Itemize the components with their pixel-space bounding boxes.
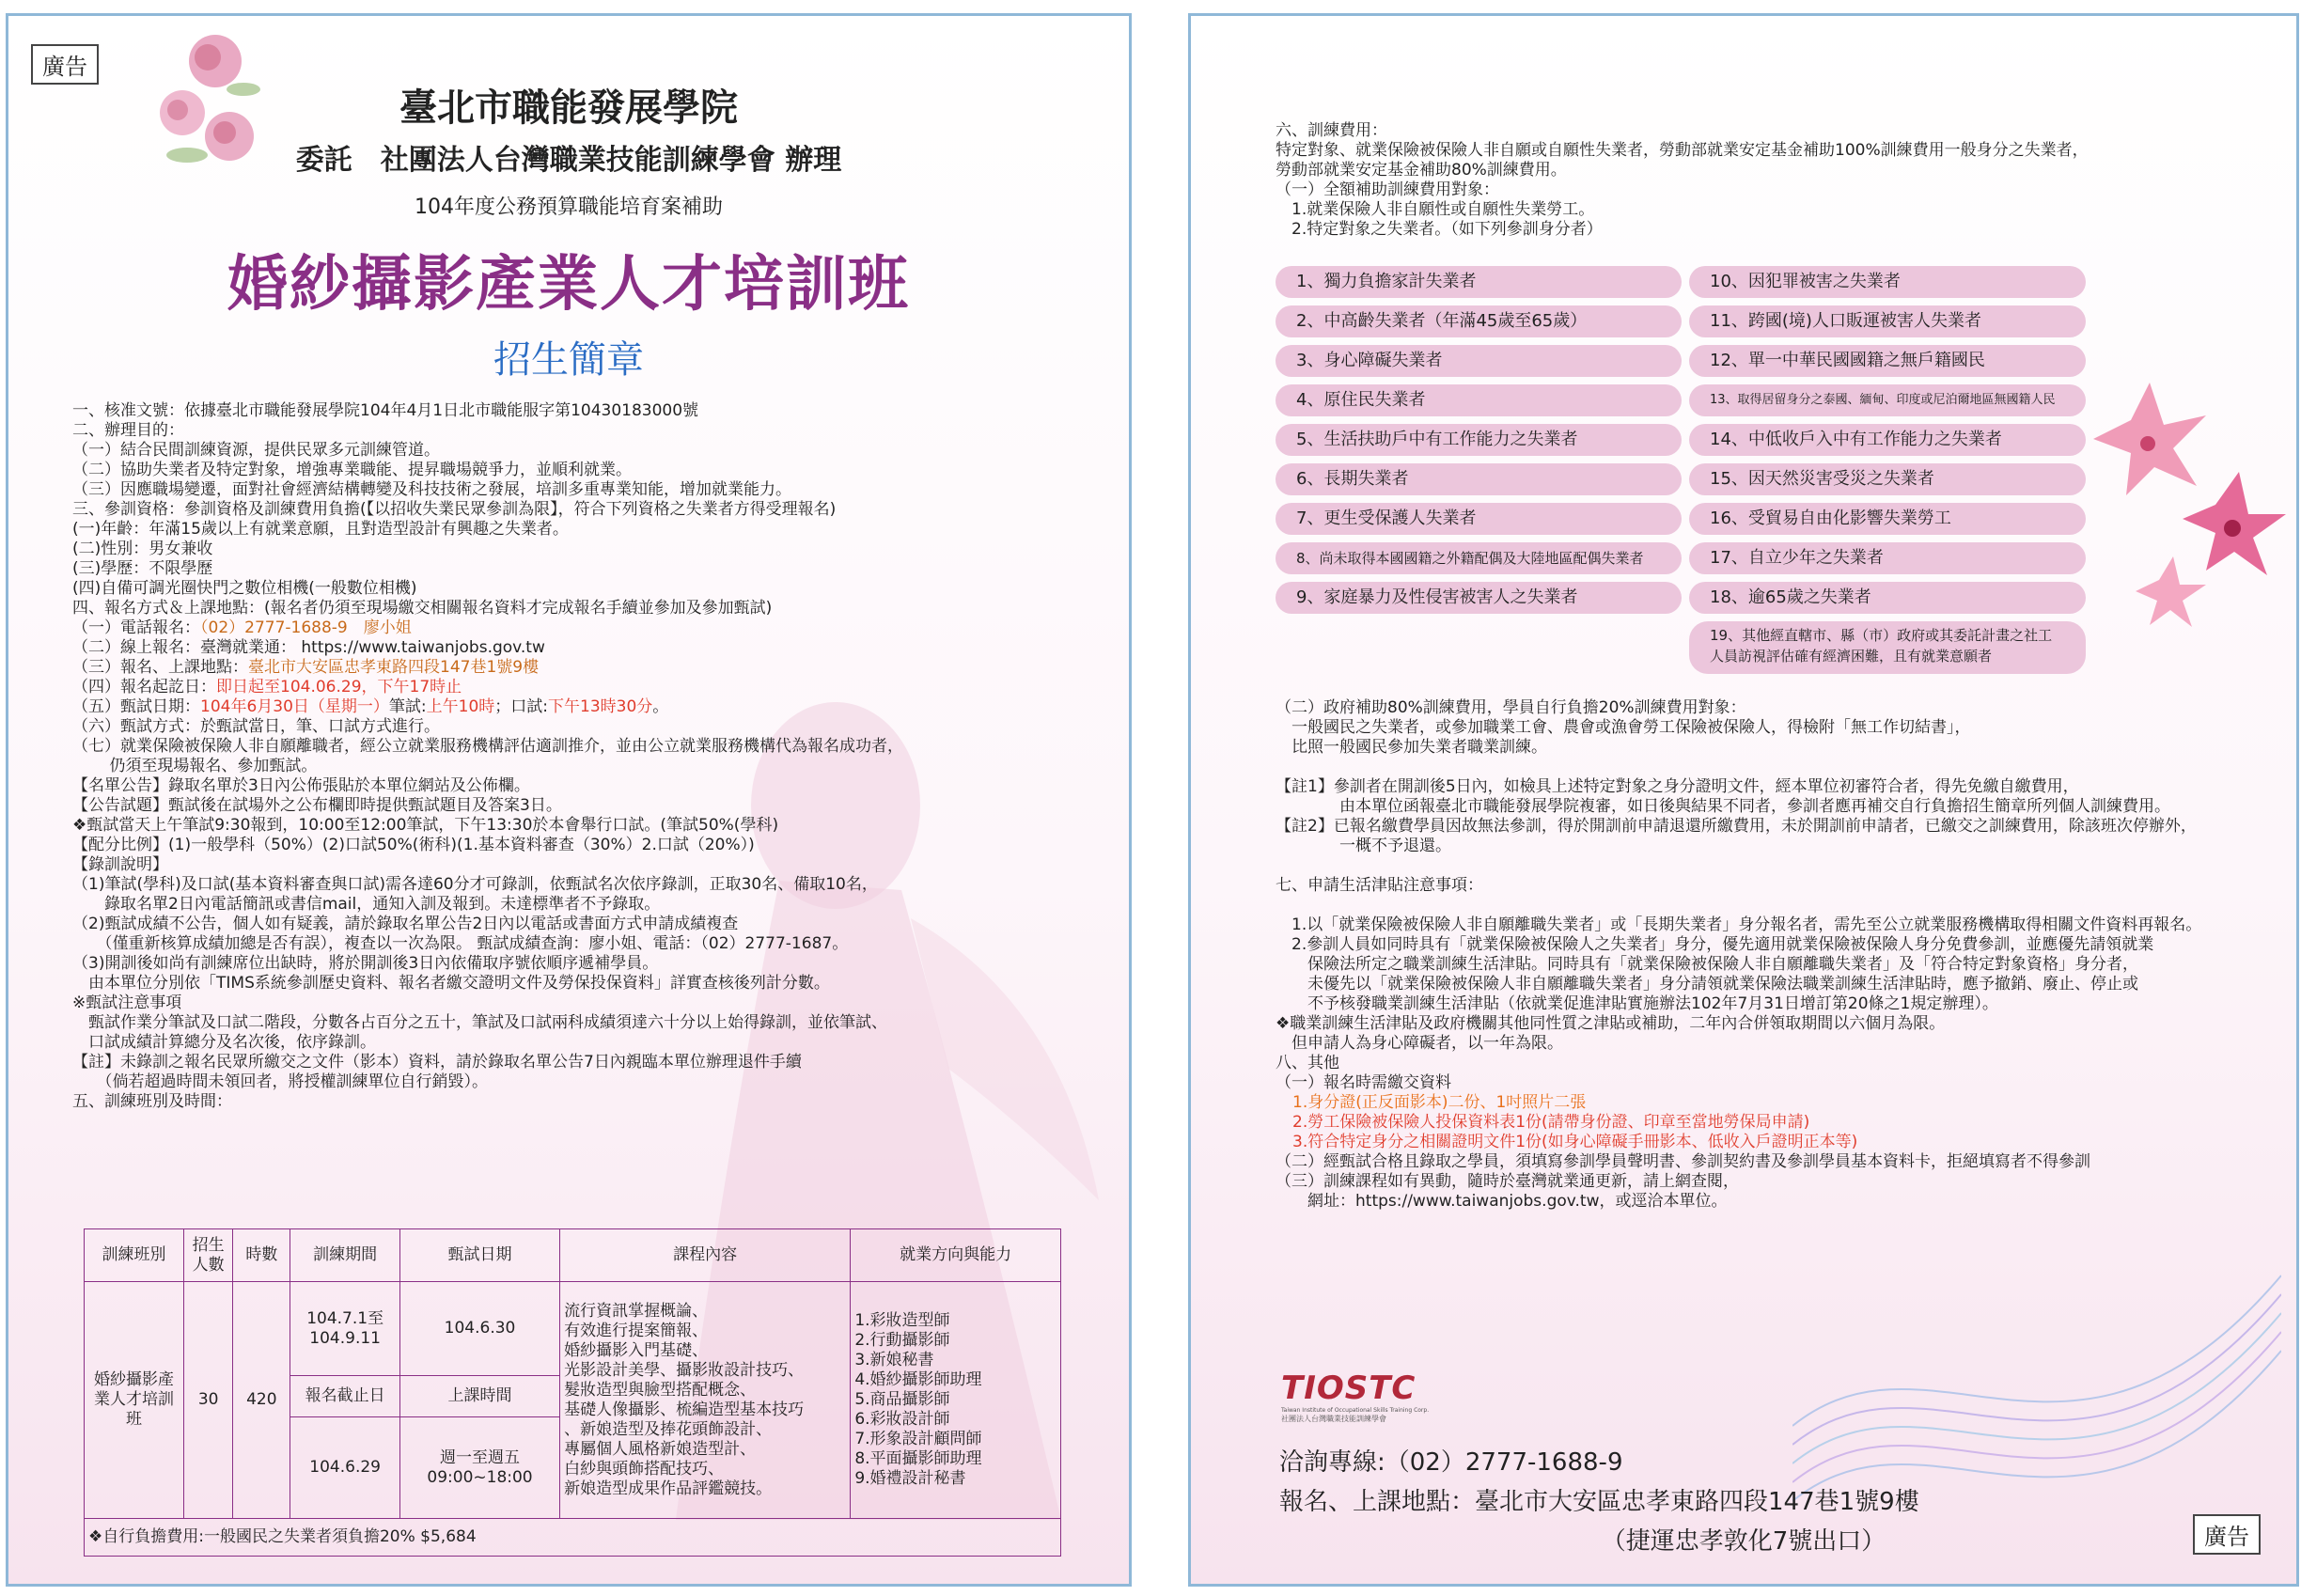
class-name: 婚紗攝影產業人才培訓班 (85, 1282, 184, 1519)
body-line: 不予核發職業訓練生活津貼（依就業促進津貼實施辦法102年7月31日增訂第20條之1規定辦理）。 (1276, 994, 1998, 1013)
body-line: 三、參訓資格：參訓資格及訓練費用負擔(【以招收失業民眾參訓為限】，符合下列資格之失業者方得受理報名) (72, 500, 837, 519)
body-line: （一）報名時需繳交資料 (1276, 1073, 1451, 1092)
self-pay-note: ❖自行負擔費用:一般國民之失業者須負擔20% $5,684 (85, 1519, 1061, 1557)
col-header: 甄試日期 (399, 1229, 559, 1282)
body-line: 2.參訓人員如同時具有「就業保險被保險人之失業者」身分，優先適用就業保險被保險人身分免費參訓，並應優先請領就業 (1276, 935, 2154, 954)
body-line: 勞動部就業安定基金補助80%訓練費用。 (1276, 161, 1567, 180)
body-line: （七）就業保險被保險人非自願離職者，經公立就業服務機構評估適訓推介，並由公立就業服務機構代為報名成功者， (72, 737, 903, 756)
body-line: 二、辦理目的： (72, 421, 184, 440)
target-item: 14、中低收戶入中有工作能力之失業者 (1689, 424, 2086, 456)
body-line: 甄試作業分筆試及口試二階段，分數各占百分之五十，筆試及口試兩科成績須達六十分以上始得錄訓，並依筆試、 (72, 1013, 887, 1032)
target-item: 3、身心障礙失業者 (1276, 345, 1682, 377)
body-line: 六、訓練費用： (1276, 121, 1387, 140)
body-line: （一）結合民間訓練資源，提供民眾多元訓練管道。 (72, 441, 440, 460)
main-title: 婚紗攝影產業人才培訓班 (227, 250, 910, 320)
body-line: 特定對象、就業保險被保險人非自願或自願性失業者，勞動部就業安定基金補助100%訓練費用一般身分之失業者， (1276, 141, 2089, 160)
body-line: 1.就業保險人非自願性或自願性失業勞工。 (1276, 200, 1595, 219)
body-line: (一)年齡：年滿15歲以上有就業意願，且對造型設計有興趣之失業者。 (72, 520, 569, 539)
body-line: 四、報名方式＆上課地點：(報名者仍須至現場繳交相關報名資料才完成報名手續並參加及參加甄試) (72, 599, 773, 618)
body-line: （1)筆試(學科)及口試(基本資料審查與口試)需各達60分才可錄訓，依甄試名次依序錄訓，正取30名、備取10名， (72, 875, 878, 894)
deadline-label: 報名截止日 (290, 1376, 400, 1417)
body-line: （三）訓練課程如有異動，隨時於臺灣就業通更新，請上網查閱， (1276, 1172, 1739, 1191)
hours: 420 (233, 1282, 290, 1519)
body-line: 仍須至現場報名、參加甄試。 (72, 757, 318, 775)
target-item: 16、受貿易自由化影響失業勞工 (1689, 503, 2086, 535)
doc-item: 2.勞工保險被保險人投保資料表1份(請帶身份證、印章至當地勞保局申請) (1292, 1113, 1810, 1132)
orchid-decoration (2074, 383, 2291, 646)
col-header: 訓練期間 (290, 1229, 400, 1282)
body-line: （2)甄試成績不公告，個人如有疑義，請於錄取名單公告2日內以電話或書面方式申請成績複查 (72, 915, 739, 933)
body-line: （三）因應職場變遷，面對社會經濟結構轉變及科技技術之發展，培訓多重專業知能，增加就業能力。 (72, 480, 791, 499)
body-line: 【名單公告】錄取名單於3日內公佈張貼於本單位網站及公佈欄。 (72, 776, 530, 795)
body-line: 由本單位分別依「TIMS系統參訓歷史資料、報名者繳交證明文件及勞保投保資料」詳實查核後列計分數。 (72, 974, 830, 993)
address: 臺北市大安區忠孝東路四段147巷1號9樓 (248, 658, 540, 677)
target-item: 8、尚未取得本國國籍之外籍配偶及大陸地區配偶失業者 (1276, 542, 1682, 574)
right-page (1188, 13, 2299, 1587)
target-item: 7、更生受保護人失業者 (1276, 503, 1682, 535)
course-contents: 流行資訊掌握概論、 有效進行提案簡報、 婚紗攝影入門基礎、 光影設計美學、攝影妝設計技巧、 髮妝造型與臉型搭配概念、 基礎人像攝影、梳編造型基本技巧 、新娘造型及捧花頭飾設計、 專屬個人風格新娘造型計、 白紗與頭飾搭配技巧、 新娘造型成果作品評鑑競技。 (560, 1282, 851, 1519)
body-line: 七、申請生活津貼注意事項： (1276, 876, 1483, 895)
target-item: 9、家庭暴力及性侵害被害人之失業者 (1276, 582, 1682, 614)
target-item: 6、長期失業者 (1276, 463, 1682, 495)
body-line: 網址：https://www.taiwanjobs.gov.tw，或逕洽本單位。 (1276, 1192, 1728, 1211)
organizer: 委託 社團法人台灣職業技能訓練學會 辦理 (295, 144, 842, 177)
enrollment: 30 (183, 1282, 232, 1519)
body-line: 錄取名單2日內電話簡訊或書信mail，通知入訓及報到。未達標準者不予錄取。 (72, 895, 661, 914)
training-period: 104.7.1至104.9.11 (290, 1282, 400, 1376)
col-header: 課程內容 (560, 1229, 851, 1282)
body-line: 口試成績計算總分及名次後，依序錄訓。 (72, 1033, 376, 1052)
col-header: 時數 (233, 1229, 290, 1282)
place-line: （三）報名、上課地點：臺北市大安區忠孝東路四段147巷1號9樓 (72, 658, 540, 677)
body-line: ❖職業訓練生活津貼及政府機關其他同性質之津貼或補助，二年內合併領取期間以六個月為限。 (1276, 1014, 1946, 1033)
col-header: 訓練班別 (85, 1229, 184, 1282)
body-line: 五、訓練班別及時間： (72, 1092, 232, 1111)
target-item: 5、生活扶助戶中有工作能力之失業者 (1276, 424, 1682, 456)
body-line: (四)自備可調光圈快門之數位相機(一般數位相機) (72, 579, 417, 598)
body-line: 1.以「就業保險被保險人非自願離職失業者」或「長期失業者」身分報名者，需先至公立就業服務機構取得相關文件資料再報名。 (1276, 915, 2202, 934)
left-body (72, 401, 1088, 1112)
body-line: （二）政府補助80%訓練費用，學員自行負擔20%訓練費用對象： (1276, 698, 1746, 717)
body-line: （一）全額補助訓練費用對象： (1276, 180, 1499, 199)
mrt-exit: （捷運忠孝敦化7號出口） (1601, 1527, 1886, 1556)
col-header: 招生人數 (183, 1229, 232, 1282)
body-line: 【公告試題】甄試後在試場外之公布欄即時提供甄試題目及答案3日。 (72, 796, 562, 815)
body-line: 一般國民之失業者，或參加職業工會、農會或漁會勞工保險被保險人，得檢附「無工作切結書」， (1276, 718, 1971, 737)
footer-address: 報名、上課地點：臺北市大安區忠孝東路四段147巷1號9樓 (1279, 1488, 1919, 1516)
body-line: 【註1】參訓者在開訓後5日內，如檢具上述特定對象之身分證明文件，經本單位初審符合者，得先免繳自繳費用， (1276, 777, 2079, 796)
doc-item: 1.身分證(正反面影本)二份、1吋照片二張 (1292, 1093, 1587, 1112)
body-line: 但申請人為身心障礙者，以一年為限。 (1276, 1034, 1563, 1053)
target-item: 10、因犯罪被害之失業者 (1689, 266, 2086, 298)
body-line: ※甄試注意事項 (72, 994, 182, 1012)
body-line: 由本單位函報臺北市職能發展學院複審，如日後與結果不同者，參訓者應再補交自行負擔招生簡章所列個人訓練費用。 (1276, 797, 2170, 816)
body-line: 【配分比例】(1)一般學科（50%）(2)口試50%(術科)(1.基本資料審查（30%）2.口試（20%）) (72, 836, 755, 854)
ad-label: 廣告 (2193, 1514, 2261, 1555)
deadline-value: 即日起至104.06.29，下午17時止 (216, 678, 462, 696)
target-item: 1、獨力負擔家計失業者 (1276, 266, 1682, 298)
body-line: 一概不予退還。 (1276, 837, 1451, 855)
body-line: ❖甄試當天上午筆試9:30報到，10:00至12:00筆試，下午13:30於本會舉行口試。(筆試50%(學科) (72, 816, 779, 835)
class-time: 週一至週五 09:00~18:00 (399, 1417, 559, 1519)
institute-title: 臺北市職能發展學院 (399, 86, 738, 130)
ad-label: 廣告 (31, 44, 99, 85)
phone-number: （02）2777-1688-9 廖小姐 (200, 618, 412, 637)
left-page (6, 13, 1132, 1587)
body-line: 2.特定對象之失業者。（如下列參訓身分者） (1276, 220, 1603, 239)
body-line: 【註】未錄訓之報名民眾所繳交之文件（影本）資料，請於錄取名單公告7日內親臨本單位辦理退件手續 (72, 1053, 802, 1072)
target-item: 18、逾65歲之失業者 (1689, 582, 2086, 614)
target-item: 17、自立少年之失業者 (1689, 542, 2086, 574)
body-line: （六）甄試方式：於甄試當日，筆、口試方式進行。 (72, 717, 440, 736)
subsidy-section (1276, 698, 2272, 1212)
subtitle: 招生簡章 (493, 338, 644, 382)
target-item: 13、取得居留身分之泰國、緬甸、印度或尼泊爾地區無國籍人民 (1689, 384, 2086, 416)
deadline-line: （四）報名起訖日：即日起至104.06.29，下午17時止 (72, 678, 462, 696)
body-line: （3)開訓後如尚有訓練席位出缺時，將於開訓後3日內依備取序號依順序遞補學員。 (72, 954, 659, 973)
class-time-label: 上課時間 (399, 1376, 559, 1417)
job-directions: 1.彩妝造型師 2.行動攝影師 3.新娘秘書 4.婚紗攝影師助理 5.商品攝影師 6.彩妝設計師 7.形象設計顧問師 8.平面攝影師助理 9.婚禮設計秘書 (851, 1282, 1061, 1519)
course-table (84, 1228, 1061, 1557)
body-line: （二）協助失業者及特定對象，增強專業職能、提昇職場競爭力，並順利就業。 (72, 461, 632, 479)
body-line: (二)性別：男女兼收 (72, 540, 213, 558)
body-line: （二）經甄試合格且錄取之學員，須填寫參訓學員聲明書、參訓契約書及參訓學員基本資料卡，拒絕填寫者不得參訓 (1276, 1152, 2090, 1171)
target-item: 2、中高齡失業者（年滿45歲至65歲） (1276, 305, 1682, 337)
hotline: 洽詢專線:（02）2777-1688-9 (1279, 1448, 1623, 1477)
body-line: 一、核准文號：依據臺北市職能發展學院104年4月1日北市職能服字第10430183000號 (72, 401, 699, 420)
deadline-date: 104.6.29 (290, 1417, 400, 1519)
body-line: 保險法所定之職業訓練生活津貼。同時具有「就業保險被保險人非自願離職失業者」及「符合特定對象資格」身分者， (1276, 955, 2138, 974)
fee-section (1276, 121, 2272, 240)
body-line: 【錄訓說明】 (72, 855, 168, 874)
col-header: 就業方向與能力 (851, 1229, 1061, 1282)
subsidy-note: 104年度公務預算職能培育案補助 (415, 196, 723, 219)
body-line: 【註2】已報名繳費學員因故無法參訓，得於開訓前申請退還所繳費用，未於開訓前申請者，已繳交之訓練費用，除該班次停辦外， (1276, 817, 2197, 836)
target-item-19: 19、其他經直轄市、縣（市）政府或其委託計畫之社工 人員訪視評估確有經濟困難，且有就業意願者 (1689, 621, 2086, 674)
body-line: 未優先以「就業保險被保險人非自願離職失業者」身分請領就業保險法職業訓練生活津貼時，應予撤銷、廢止、停止或 (1276, 975, 2138, 994)
target-item: 11、跨國(境)人口販運被害人失業者 (1689, 305, 2086, 337)
body-line: （僅重新核算成績加總是否有誤），複查以一次為限。 甄試成績查詢：廖小姐、電話：（02）2777-1687。 (72, 934, 849, 953)
tiostc-logo: TIOSTC Taiwan Institute of Occupational Skills Training Corp. 社團法人台灣職業技能訓練學會 (1281, 1369, 1430, 1423)
body-line: 比照一般國民參加失業者職業訓練。 (1276, 738, 1547, 757)
body-line: （倘若超過時間未領回者，將授權訓練單位自行銷毀）。 (72, 1072, 488, 1091)
body-line: (三)學歷：不限學歷 (72, 559, 213, 578)
target-item: 15、因天然災害受災之失業者 (1689, 463, 2086, 495)
target-item: 12、單一中華民國國籍之無戶籍國民 (1689, 345, 2086, 377)
exam-date: 104.6.30 (399, 1282, 559, 1376)
online-line: （二）線上報名：臺灣就業通： https://www.taiwanjobs.gov.tw (72, 638, 545, 657)
exam-date-line: （五）甄試日期：104年6月30日（星期一）筆試:上午10時；口試:下午13時30分。 (72, 697, 669, 716)
body-line: 八、其他 (1276, 1054, 1339, 1072)
contact-line: （一）電話報名：（02）2777-1688-9 廖小姐 (72, 618, 412, 637)
doc-item: 3.符合特定身分之相關證明文件1份(如身心障礙手冊影本、低收入戶證明正本等) (1292, 1133, 1858, 1151)
target-item: 4、原住民失業者 (1276, 384, 1682, 416)
